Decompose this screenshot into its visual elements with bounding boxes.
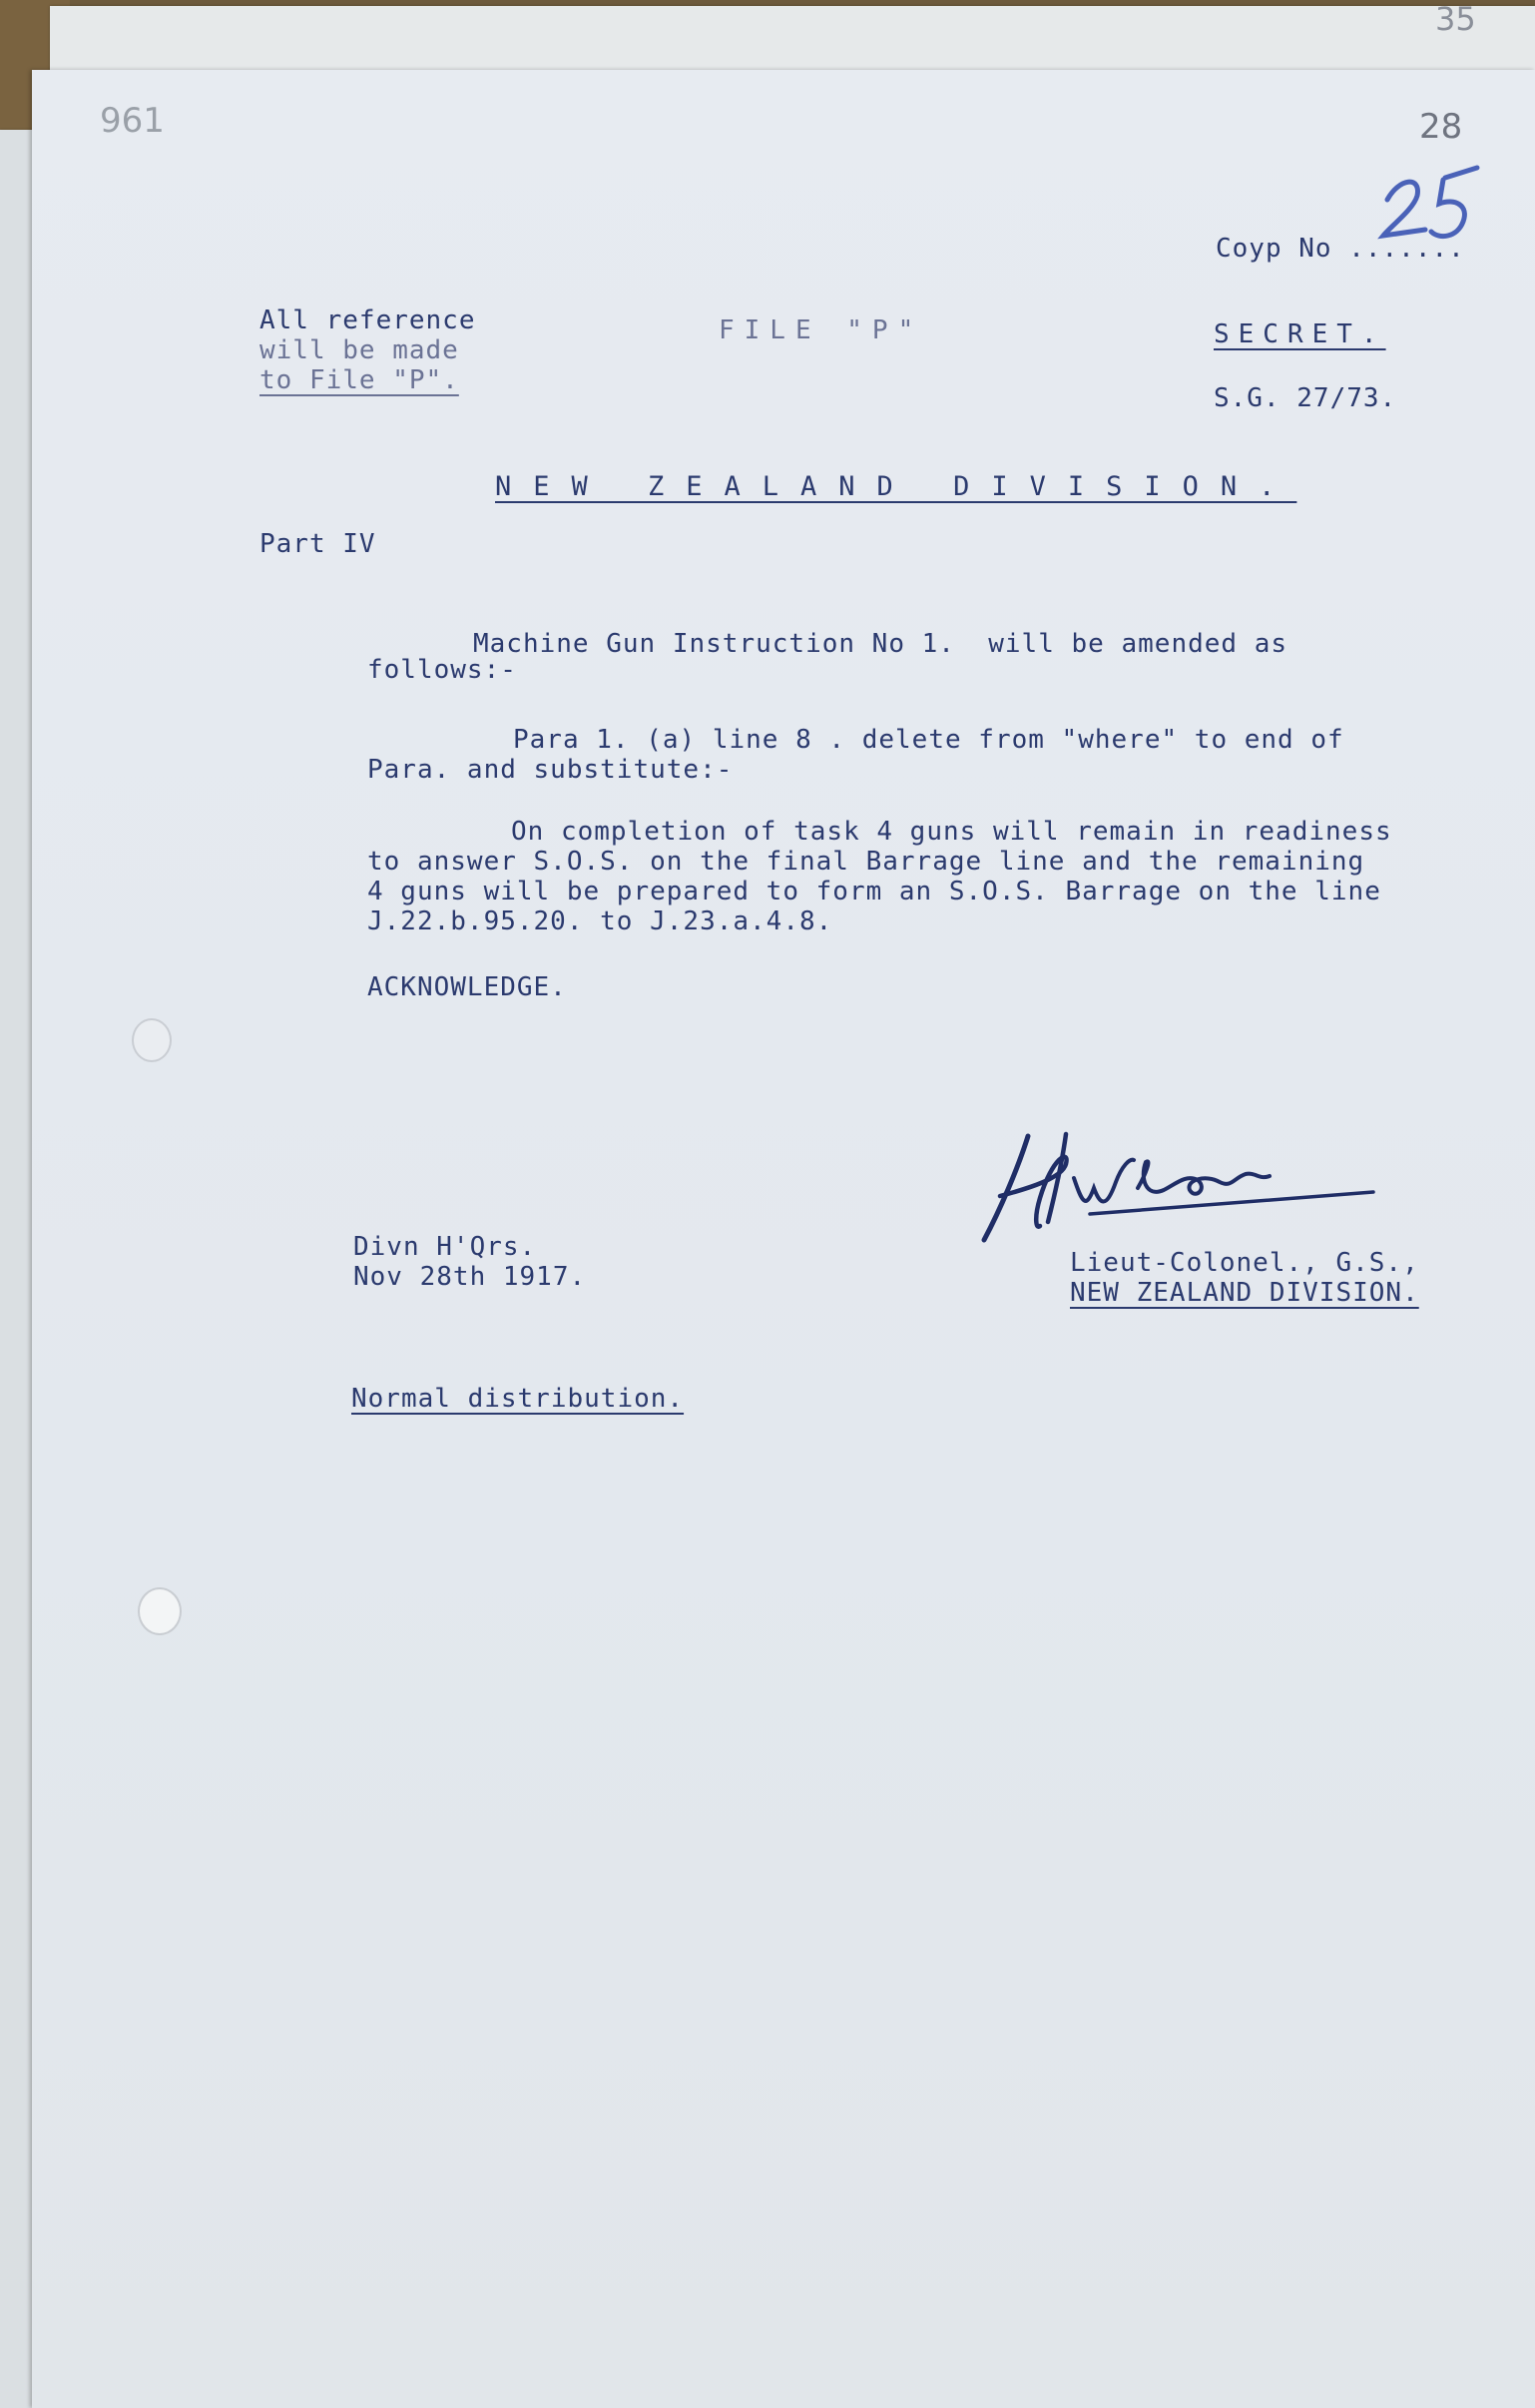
distribution: Normal distribution. [351,1384,685,1414]
copy-number-label: Coyp No ....... [1216,234,1465,264]
part-label: Part IV [259,529,376,559]
substitute-line-1: On completion of task 4 guns will remain in readiness [511,817,1392,847]
division-title: NEW ZEALAND DIVISION. [495,471,1297,502]
date-label: Nov 28th 1917. [353,1262,587,1292]
para-line-1: Para 1. (a) line 8 . delete from "where" to end of [513,725,1344,755]
signature-image [970,1118,1389,1248]
punch-hole-top [132,1018,172,1062]
hq-label: Divn H'Qrs. [353,1232,537,1262]
signature [970,1118,1389,1248]
file-label: FILE "P" [719,315,924,345]
reference-line-1: All reference [259,305,476,335]
instruction-line-1: Machine Gun Instruction No 1. will be amended as [473,629,1288,659]
archive-number-right: 28 [1419,107,1463,147]
signatory-title: Lieut-Colonel., G.S., [1070,1248,1419,1278]
para-line-2: Para. and substitute:- [367,755,734,785]
punch-hole-bottom [138,1587,182,1635]
acknowledge: ACKNOWLEDGE. [367,972,567,1002]
document-page [32,70,1535,2408]
substitute-line-2: to answer S.O.S. on the final Barrage line and the remaining [367,847,1365,877]
reference-line-3: to File "P". [259,365,459,395]
reference-line-2: will be made [259,335,459,365]
reference-code: S.G. 27/73. [1214,383,1397,413]
signatory-unit: NEW ZEALAND DIVISION. [1070,1278,1419,1308]
substitute-line-3: 4 guns will be prepared to form an S.O.S. Barrage on the line [367,877,1381,906]
instruction-line-2: follows:- [367,655,517,685]
archive-number-back: 35 [1435,0,1476,38]
classification: SECRET. [1214,319,1386,349]
substitute-line-4: J.22.b.95.20. to J.23.a.4.8. [367,906,833,936]
archive-number-left: 961 [100,101,165,141]
